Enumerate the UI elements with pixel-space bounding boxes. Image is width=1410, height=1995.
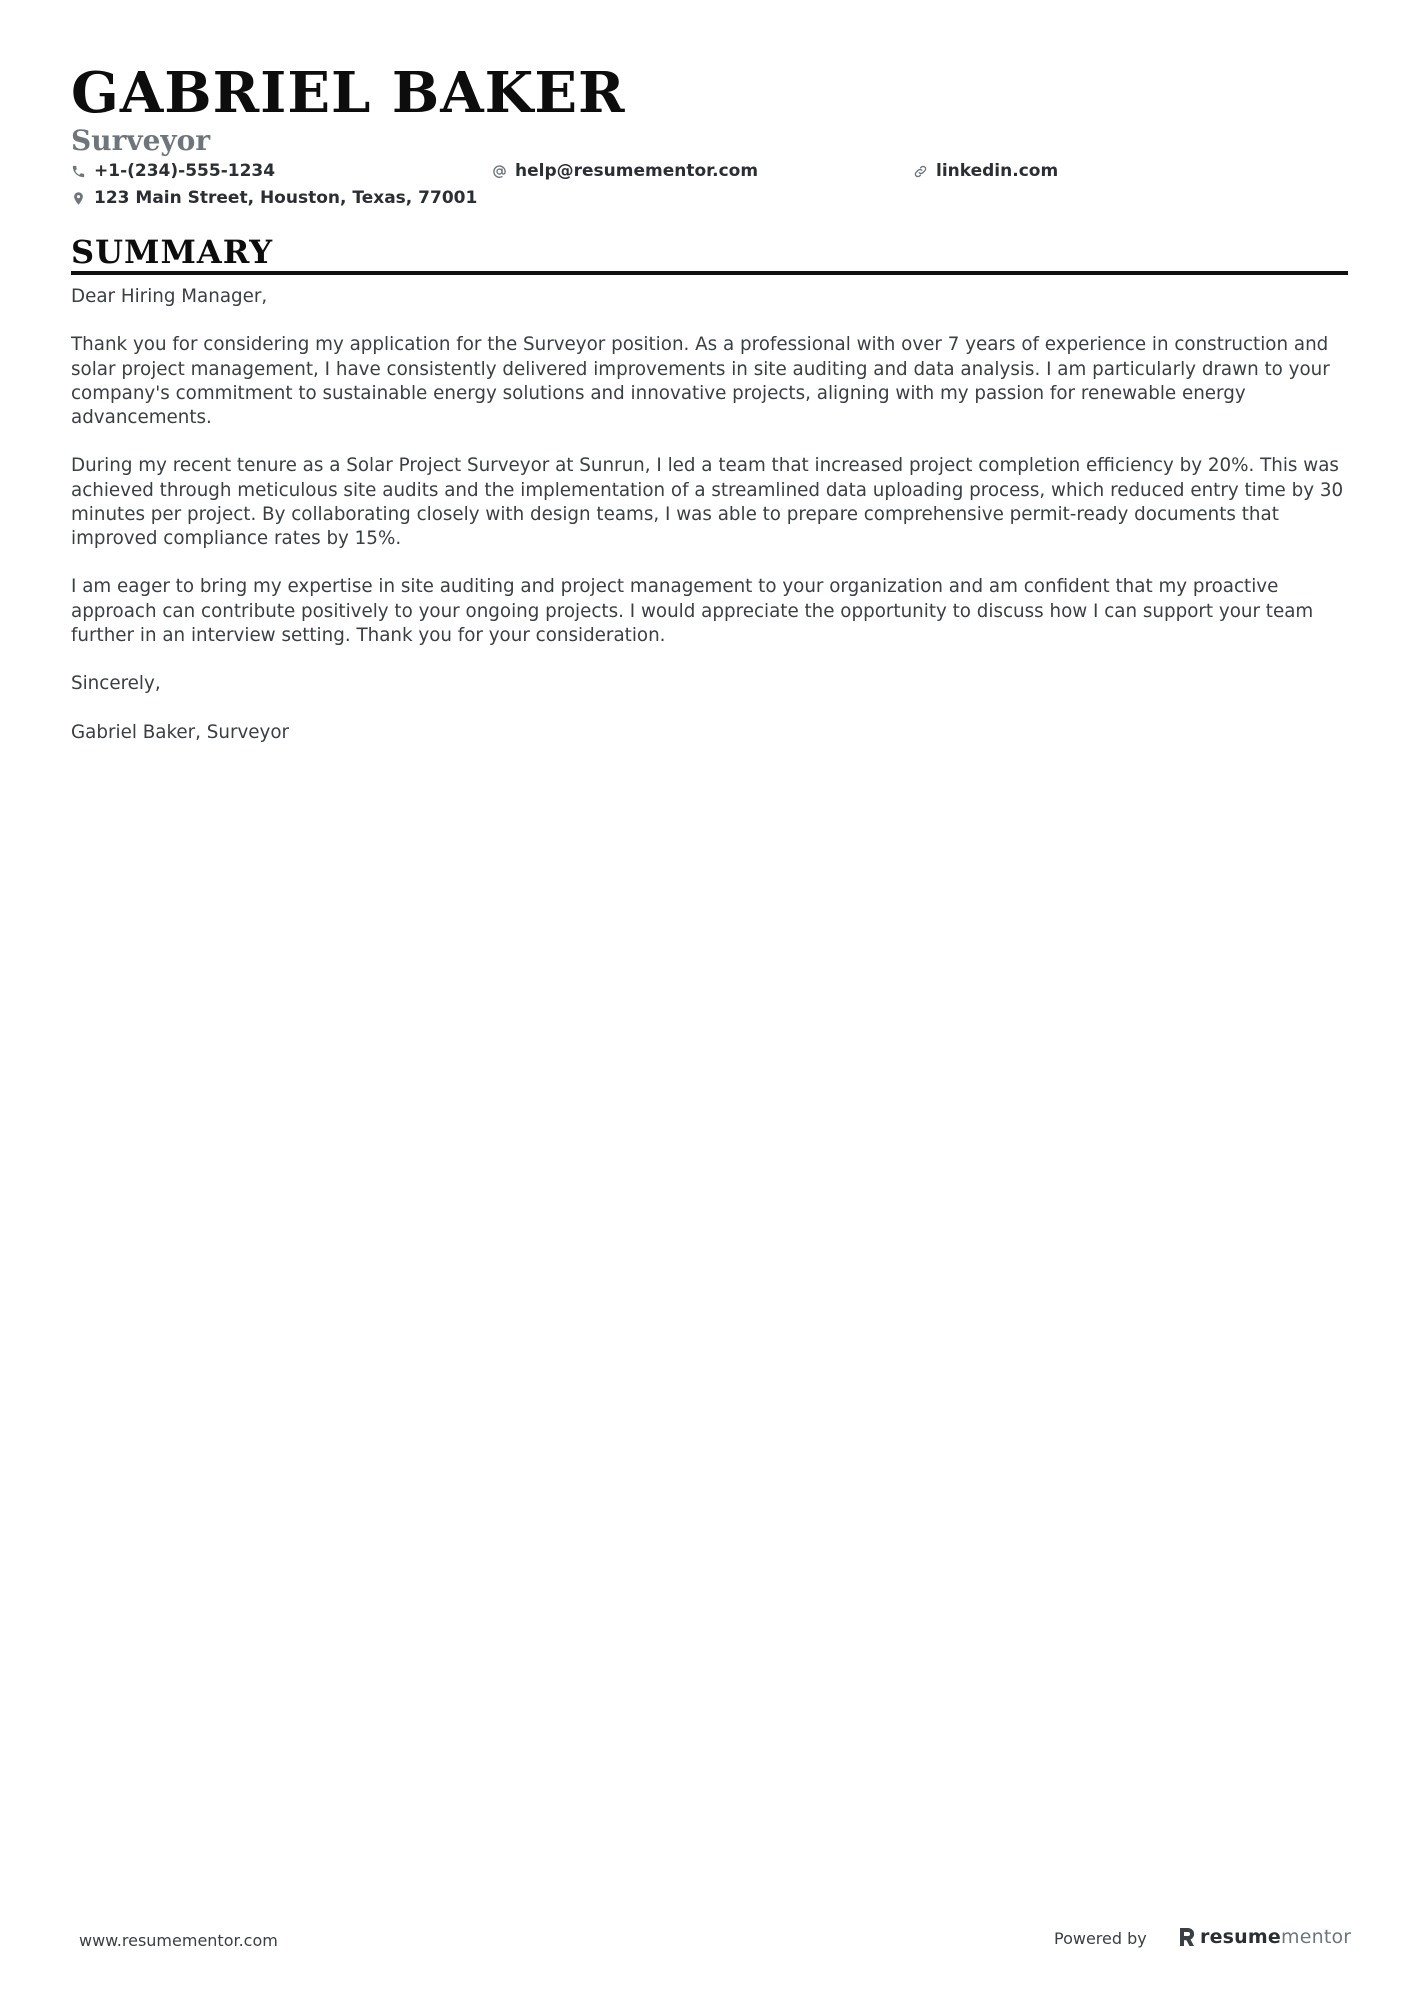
letter-closing: Sincerely, [71, 673, 161, 695]
candidate-name: GABRIEL BAKER [71, 60, 626, 126]
contact-email [492, 160, 758, 182]
summary-heading: SUMMARY [71, 233, 274, 271]
link-icon [913, 164, 928, 179]
contact-address [71, 187, 477, 209]
phone-icon [71, 164, 86, 179]
email-text: help@resumementor.com [515, 161, 759, 181]
location-pin-icon [71, 191, 86, 206]
at-icon [492, 164, 507, 179]
contact-linkedin [913, 160, 1058, 182]
letter-greeting: Dear Hiring Manager, [71, 286, 268, 307]
letter-paragraph-1: Thank you for considering my application for the Surveyor position. As a professional with over 7 years of experience in construction and solar project management, I have consistently delivered improvements in site auditing and data analysis. I am particularly drawn to your company's commitment to sustainable energy solutions and innovative projects, aligning with my passion for renewable energy advancements. [71, 334, 1330, 428]
brand-logo[interactable] [1178, 1926, 1351, 1948]
phone-text: +1-(234)-555-1234 [94, 161, 276, 181]
section-divider [71, 271, 1348, 275]
letter-body [71, 285, 1348, 769]
resumementor-logo-icon [1178, 1926, 1196, 1948]
linkedin-text: linkedin.com [936, 161, 1059, 181]
letter-signature: Gabriel Baker, Surveyor [71, 721, 290, 743]
address-text: 123 Main Street, Houston, Texas, 77001 [94, 188, 478, 208]
letter-paragraph-2: During my recent tenure as a Solar Project Surveyor at Sunrun, I led a team that increased project completion efficiency by 20%. This was achieved through meticulous site audits and the implementation of a streamlined data uploading process, which reduced entry time by 30 minutes per project. By collaborating closely with design teams, I was able to prepare comprehensive permit-ready documents that improved compliance rates by 15%. [71, 455, 1344, 549]
letter-paragraph-3: I am eager to bring my expertise in site auditing and project management to your organization and am confident that my proactive approach can contribute positively to your ongoing projects. I would appreciate the opportunity to discuss how I can support your team further in an interview setting. Thank you for your consideration. [71, 576, 1314, 646]
footer-website[interactable]: www.resumementor.com [79, 1931, 278, 1950]
powered-by-label: Powered by [1054, 1929, 1147, 1948]
brand-name-bold: resume [1200, 1926, 1281, 1948]
brand-name-light: mentor [1280, 1926, 1352, 1948]
contact-phone [71, 160, 275, 182]
candidate-role: Surveyor [71, 124, 211, 157]
